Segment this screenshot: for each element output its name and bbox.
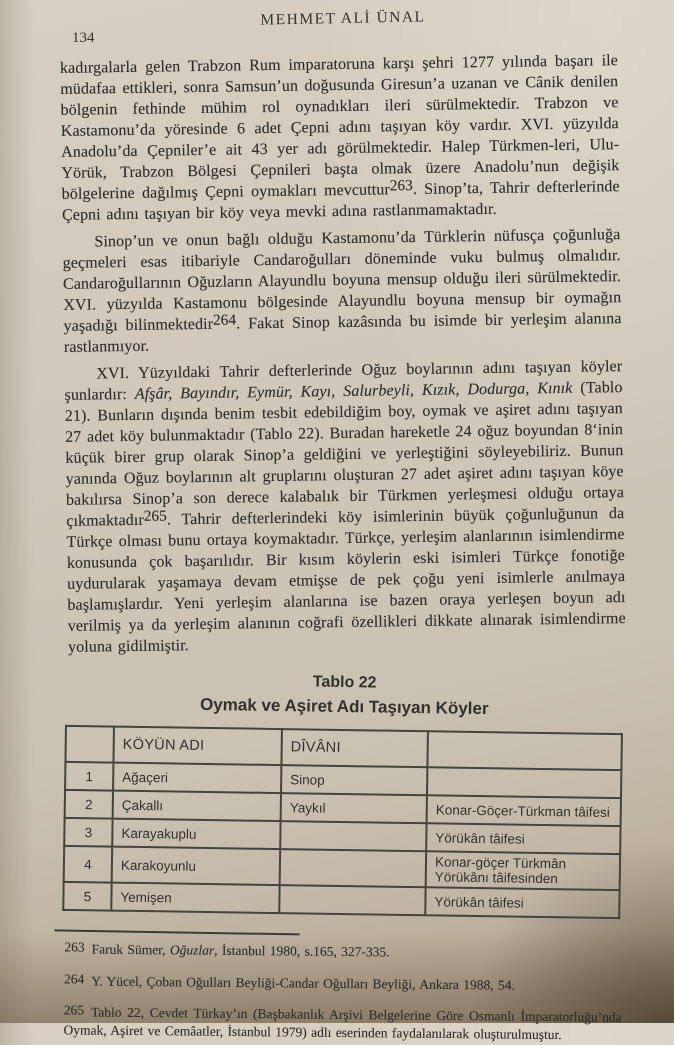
- footnote-ref: 263: [389, 176, 413, 195]
- table-cell: Ağaçeri: [113, 763, 281, 793]
- footnotes: [63, 930, 622, 1044]
- footnote-text: [91, 973, 515, 992]
- table-cell: 1: [65, 762, 113, 791]
- table-caption-title: Oymak ve Aşiret Adı Taşıyan Köyler: [199, 694, 489, 719]
- table-cell: 2: [65, 790, 113, 819]
- paragraph: [60, 50, 620, 226]
- table-cell: 4: [64, 846, 113, 883]
- text-run: Tablo 22, Cevdet Türkay’ın (Başbakanlık Arşivi Belgelerine Göre Osmanlı İmparatorluğu’nda Oymak, Aşiret ve Cemâatler, İstanbul 1979) adlı eserinden faydalanılarak oluşturulmuştur.: [63, 1004, 622, 1043]
- text-run: kadırgalarla gelen Trabzon Rum imparatoruna karşı şehri 1277 yılında başarı ile müdafaa ettikleri, sonra Samsun’un doğusunda Giresun’a uzanan ve Cânik denilen bölgenin fethinde mühim rol oynadıkları ileri sürülmektedir. Trabzon ve Kastamonu’da yöresinde 6 adet Çepni adını taşıyan köy vardır. XVI. yüzyılda Anadolu’da Çepniler’e ait 43 yer adı görülmektedir. Halep Türkmen-leri, Ulu-Yörük, Trabzon Bölgesi Çepnileri başta olmak üzere Anadolu’nun değişik bölgelerine dağılmış Çepni oymakları mevcuttur: [59, 52, 620, 203]
- table-cell: [280, 849, 427, 887]
- text-run: Sinop’un ve onun bağlı olduğu Kastamonu’da Türklerin nüfusça çoğunluğa geçmeleri esas itibariyle Candaroğulları döneminde vuku bulmuş olmalıdır. Candaroğullarının Oğuzların Alayundlu boyuna mensup olduğu ileri sürülmektedir. XVI. yüzyılda Kastamonu bölgesinde Alayundlu boyuna mensup bir oymağın yaşadığı bilinmektedir: [62, 226, 622, 335]
- footnote-number: 264: [64, 970, 85, 987]
- header-cell-divan: DÎVÂNI: [281, 729, 428, 767]
- running-header: MEHMET ALİ ÜNAL: [260, 8, 426, 29]
- footnote-separator: [55, 929, 300, 935]
- table-cell: Yörükân tâifesi: [426, 823, 620, 854]
- table-caption-number: Tablo 22: [312, 673, 377, 692]
- text-run: . Tahrir defterlerindeki köy isimlerinin büyük çoğunluğunun da Türkçe olması bunu ortaya koymaktadır. Türkçe, yerleşim alanlarının isimlendirme konusunda çok başarılıdır. Bir kısım köylerin eski isimleri Türkçe fonotiğe uydurularak yaşamaya devam etmişse de pek çoğu yeni isimlerle anılmaya başlamışlardır. Yeni yerleşim alanlarına ise bazen oraya yerleşen boyun adı verilmiş ya da yerleşim alanının coğrafi özellikleri dikkate alınarak isimlendirme yoluna gidilmiştir.: [66, 505, 626, 656]
- header-cell-note: [427, 731, 622, 770]
- paragraph: [64, 356, 626, 658]
- footnote-text: [92, 942, 390, 960]
- text-run: (Tablo 21). Bunların dışında benim tesbit edebildiğim boy, oymak ve aşiret adını taşıyan 27 adet köy bulunmaktadır (Tablo 22). Buradan hareketle 24 oğuz boyundan 8‘inin küçük birer grup olarak Sinop’a geldiğini ve yerleştiğini söyleyebiliriz. Bunun yanında Oğuz boylarının alt gruplarını oluşturan 27 adet aşiret adını taşıyan köye bakılırsa Sinop’a son derece kalabalık bir Türkmen yerleşmesi olduğu ortaya çıkmaktadır: [64, 379, 625, 530]
- text-run: Y. Yücel, Çoban Oğulları Beyliği-Candar Oğulları Beyliği, Ankara 1988, 54.: [91, 973, 516, 993]
- footnote-number: 263: [64, 939, 85, 955]
- footnote-ref: 265: [143, 507, 167, 525]
- table-cell: [280, 821, 426, 851]
- header-cell-rownum: [65, 726, 114, 763]
- villages-table: [62, 725, 623, 919]
- footnote-ref: 264: [212, 311, 237, 329]
- footnote: [64, 940, 622, 963]
- table-cell: Yaykıl: [281, 793, 427, 823]
- table-cell: 5: [63, 882, 111, 911]
- table-cell: Karakoyunlu: [112, 847, 281, 885]
- footnote-number: 265: [63, 1002, 85, 1018]
- text-run: Faruk Sümer,: [91, 941, 171, 958]
- table-cell: 3: [64, 818, 112, 847]
- footnote: [63, 1003, 621, 1044]
- body-text: [60, 50, 626, 658]
- footnote: [64, 972, 622, 995]
- italic-run: Oğuzlar: [169, 942, 215, 958]
- table-body: [63, 762, 621, 918]
- table-cell: Konar-göçer Türkmân Yörükânı tâifesinden: [426, 851, 621, 890]
- table-cell: Sinop: [281, 765, 427, 795]
- paragraph: [62, 224, 622, 358]
- table-cell: [279, 885, 425, 915]
- text-run: XVI. Yüzyıldaki Tahrir defterlerinde Oğuz boylarının adını taşıyan köyler şunlardır:: [64, 358, 623, 404]
- text-run: , İstanbul 1980, s.165, 327-335.: [214, 942, 390, 960]
- table-cell: Karayakuplu: [112, 819, 280, 849]
- italic-run: Afşâr, Bayındır, Eymür, Kayı, Salurbeyli, Kızık, Dodurga, Kınık: [134, 379, 573, 403]
- text-run: . Fakat Sinop kazâsında bu isimde bir yerleşim alanına rastlanmıyor.: [63, 310, 622, 356]
- page-number: 134: [72, 30, 95, 46]
- header-cell-village-name: KÖYÜN ADI: [113, 727, 282, 765]
- table-cell: [427, 767, 621, 798]
- table-block: [62, 670, 624, 919]
- table-cell: Yörükân tâifesi: [425, 887, 619, 918]
- footnote-text: [64, 1005, 622, 1043]
- table-cell: Çakallı: [113, 791, 281, 821]
- text-run: . Sinop’ta, Tahrir defterlerinde Çepni adını taşıyan bir köy veya mevki adına rastlanmamaktadır.: [61, 178, 620, 224]
- table-cell: Konar-Göçer-Türkman tâifesi: [427, 795, 621, 826]
- table-cell: Yemişen: [111, 883, 279, 913]
